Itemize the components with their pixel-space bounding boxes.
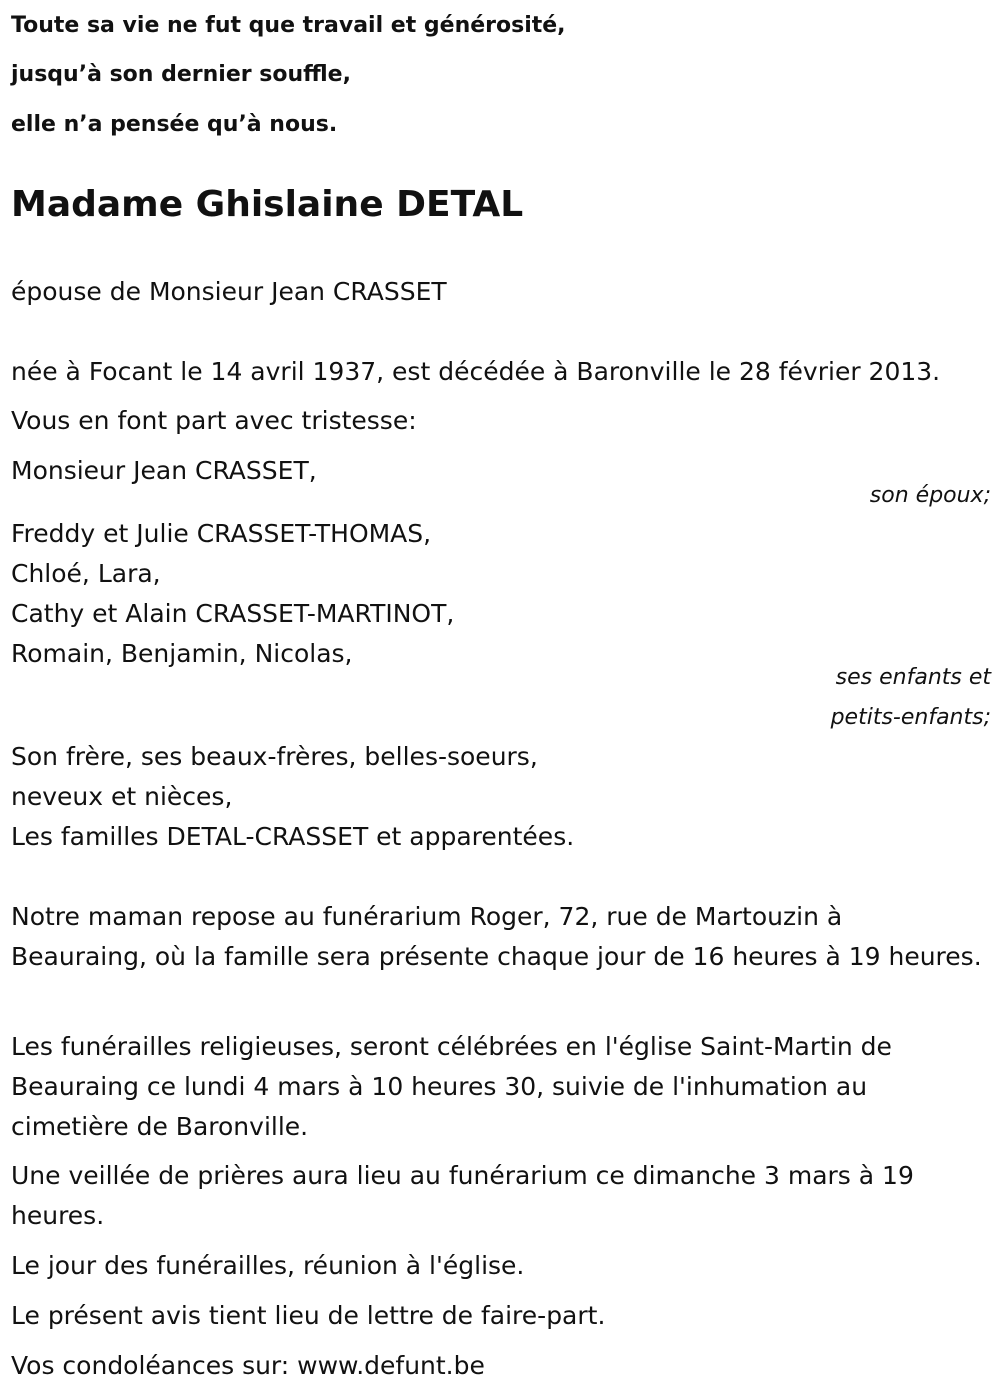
verse-line-1: Toute sa vie ne fut que travail et générosité, bbox=[11, 13, 566, 38]
spouse-line: épouse de Monsieur Jean CRASSET bbox=[11, 277, 447, 306]
announcement-line: Vous en font part avec tristesse: bbox=[11, 406, 417, 435]
details-paragraph-funeral: Les funérailles religieuses, seront célébrées en l'église Saint-Martin de Beauraing ce lundi 4 mars à 10 heures 30, suivie de l'inhumation au cimetière de Baronville. bbox=[11, 1032, 892, 1141]
details-paragraph-viewing: Notre maman repose au funérarium Roger, 72, rue de Martouzin à Beauraing, où la famille sera présente chaque jour de 16 heures à 19 heures. bbox=[11, 902, 982, 971]
child-line: Chloé, Lara, bbox=[11, 559, 161, 588]
birth-death-line: née à Focant le 14 avril 1937, est décédée à Baronville le 28 février 2013. bbox=[11, 357, 941, 386]
details-paragraph-notice: Le présent avis tient lieu de lettre de faire-part. bbox=[11, 1301, 606, 1330]
family-spouse: Monsieur Jean CRASSET, bbox=[11, 456, 317, 485]
details-paragraph-vigil: Une veillée de prières aura lieu au funérarium ce dimanche 3 mars à 19 heures. bbox=[11, 1161, 914, 1230]
other-family-line: neveux et nièces, bbox=[11, 782, 233, 811]
verse-line-2: jusqu’à son dernier souffle, bbox=[11, 62, 351, 87]
child-line: Freddy et Julie CRASSET-THOMAS, bbox=[11, 519, 432, 548]
children-relation-2: petits-enfants; bbox=[830, 705, 991, 730]
details-paragraph-condolences: Vos condoléances sur: www.defunt.be bbox=[11, 1351, 485, 1380]
children-relation-1: ses enfants et bbox=[835, 665, 991, 690]
spouse-relation: son époux; bbox=[869, 483, 991, 508]
other-family-line: Son frère, ses beaux-frères, belles-soeurs, bbox=[11, 742, 538, 771]
child-line: Cathy et Alain CRASSET-MARTINOT, bbox=[11, 599, 455, 628]
other-family-line: Les familles DETAL-CRASSET et apparentées. bbox=[11, 822, 575, 851]
verse-line-3: elle n’a pensée qu’à nous. bbox=[11, 112, 338, 137]
child-line: Romain, Benjamin, Nicolas, bbox=[11, 639, 353, 668]
details-paragraph-meeting: Le jour des funérailles, réunion à l'église. bbox=[11, 1251, 525, 1280]
deceased-name: Madame Ghislaine DETAL bbox=[11, 184, 524, 225]
